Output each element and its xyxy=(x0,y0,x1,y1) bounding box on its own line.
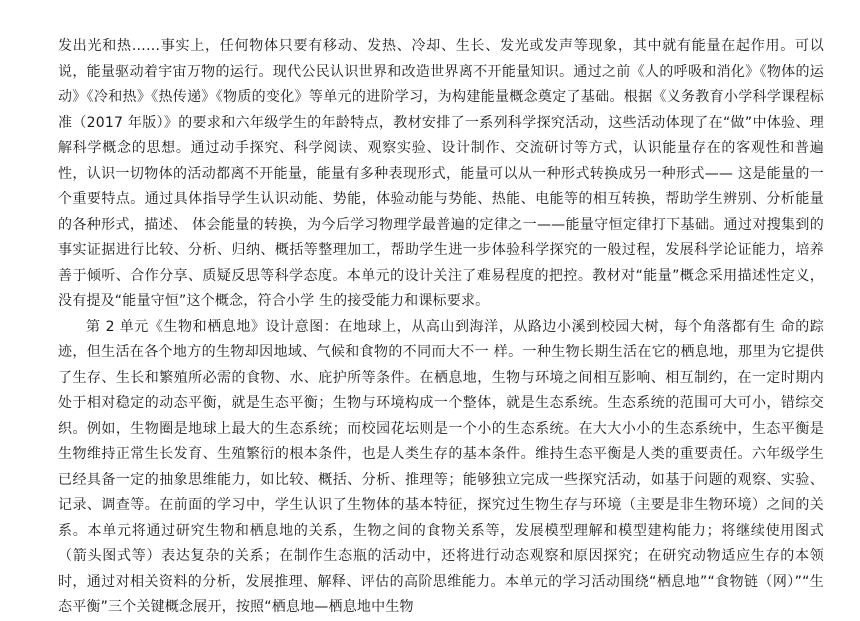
paragraph-energy-unit: 发出光和热……事实上，任何物体只要有移动、发热、冷却、生长、发光或发声等现象，其中就有能量在起作用。可以说，能量驱动着宇宙万物的运行。现代公民认识世界和改造世界离不开能量知识。通过之前《人的呼吸和消化》《物体的运动》《冷和热》《热传递》《物质的变化》等单元的进阶学习，为构建能量概念奠定了基础。根据《义务教育小学科学课程标准（2017 年版）》的要求和六年级学生的年龄特点，教材安排了一系列科学探究活动，这些活动体现了在“做”中体验、理解科学概念的思想。通过动手探究、科学阅读、观察实验、设计制作、交流研讨等方式，认识能量存在的客观性和普遍性，认识一切物体的活动都离不开能量，能量有多种表现形式，能量可以从一种形式转换成另一种形式—— 这是能量的一个重要特点。通过具体指导学生认识动能、势能，体验动能与势能、热能、电能等的相互转换，帮助学生辨别、分析能量的各种形式，描述、 体会能量的转换，为今后学习物理学最普遍的定律之一——能量守恒定律打下基础。通过对搜集到的事实证据进行比较、分析、归纳、概括等整理加工，帮助学生进一步体验科学探究的一般过程，发展科学论证能力，培养善于倾听、合作分享、质疑反思等科学态度。本单元的设计关注了难易程度的把控。教材对“能量”概念采用描述性定义，没有提及“能量守恒”这个概念，符合小学 生的接受能力和课标要求。 xyxy=(58,38,824,309)
document-body xyxy=(58,34,824,621)
paragraph-habitat-unit: 第 2 单元《生物和栖息地》设计意图：在地球上，从高山到海洋，从路边小溪到校园大树，每个角落都有生 命的踪迹，但生活在各个地方的生物却因地域、气候和食物的不同而大不一 样。一种生物长期生活在它的栖息地，那里为它提供了生存、生长和繁殖所必需的食物、水、庇护所等条件。在栖息地，生物与环境之间相互影响、相互制约，在一定时期内处于相对稳定的动态平衡，就是生态平衡；生物与环境构成一个整体，就是生态系统。生态系统的范围可大可小，错综交织。例如，生物圈是地球上最大的生态系统；而校园花坛则是一个小的生态系统。在大大小小的生态系统中，生态平衡是生物维持正常生长发育、生殖繁衍的根本条件，也是人类生存的基本条件。维持生态平衡是人类的重要责任。六年级学生已经具备一定的抽象思维能力，如比较、概括、分析、推理等；能够独立完成一些探究活动，如基于问题的观察、实验、记录、调查等。在前面的学习中，学生认识了生物体的基本特征，探究过生物生存与环境（主要是非生物环境）之间的关系。本单元将通过研究生物和栖息地的关系，生物之间的食物关系等，发展模型理解和模型建构能力；将继续使用图式（箭头图式等）表达复杂的关系；在制作生态瓶的活动中，还将进行动态观察和原因探究；在研究动物适应生存的本领时，通过对相关资料的分析，发展推理、解释、评估的高阶思维能力。本单元的学习活动围绕“栖息地”“食物链（网）”“生态平衡”三个关键概念展开，按照“栖息地—栖息地中生物 xyxy=(58,318,824,615)
